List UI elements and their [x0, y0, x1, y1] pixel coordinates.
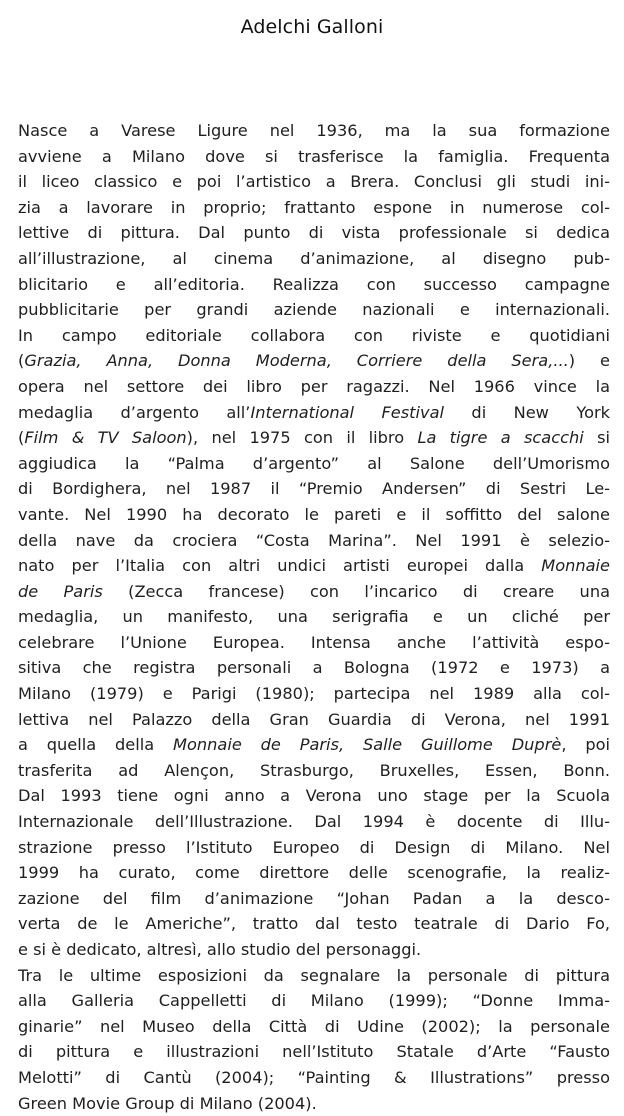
text-line	[18, 169, 610, 195]
text-segment: strazione presso l’Istituto Europeo di Design di Milano. Nel	[18, 837, 610, 857]
text-segment: Internazionale dell’Illustrazione. Dal 1994 è docente di Illu-	[18, 812, 610, 832]
text-segment: all’illustrazione, al cinema d’animazione, al disegno pub-	[18, 248, 610, 268]
text-segment: Melotti” di Cantù (2004); “Painting & Illustrations” presso	[18, 1067, 610, 1087]
text-segment: Tra le ultime esposizioni da segnalare la personale di pittura	[18, 965, 610, 985]
text-line	[18, 220, 610, 246]
text-segment: 1999 ha curato, come direttore delle scenografie, la realiz-	[18, 863, 610, 883]
text-segment: aggiudica la “Palma d’argento” al Salone dell’Umorismo	[18, 453, 610, 473]
text-line	[18, 348, 610, 374]
text-line	[18, 553, 610, 579]
text-segment: blicitario e all’editoria. Realizza con successo campagne	[18, 274, 610, 294]
text-segment: a quella della	[18, 735, 174, 755]
text-segment: Milano (1979) e Parigi (1980); partecipa nel 1989 alla col-	[18, 684, 610, 704]
italic-text: Film & TV Saloon	[24, 428, 187, 448]
text-segment: Nasce a Varese Ligure nel 1936, ma la sua formazione	[18, 121, 610, 140]
text-line	[18, 783, 610, 809]
text-line	[18, 297, 610, 323]
text-line	[18, 937, 610, 963]
text-line	[18, 758, 610, 784]
text-segment: (Zecca francese) con l’incarico di creare una	[102, 581, 610, 601]
text-line	[18, 1039, 610, 1065]
text-line	[18, 528, 610, 554]
text-line	[18, 707, 610, 733]
text-segment: trasferita ad Alençon, Strasburgo, Bruxelles, Essen, Bonn.	[18, 760, 610, 780]
text-line	[18, 630, 610, 656]
text-line	[18, 144, 610, 170]
text-line	[18, 604, 610, 630]
text-segment: si	[583, 428, 610, 448]
text-line	[18, 323, 610, 349]
text-segment: (	[18, 351, 25, 371]
text-segment: ) e	[568, 351, 610, 371]
text-line	[18, 272, 610, 298]
text-line	[18, 502, 610, 528]
text-line	[18, 425, 610, 451]
text-segment: della nave da crociera “Costa Marina”. Nel 1991 è seleziо-	[18, 530, 610, 550]
italic-text: de Paris	[18, 581, 103, 601]
text-line	[18, 579, 610, 605]
text-segment: , poi	[561, 735, 610, 755]
text-line	[18, 400, 610, 426]
text-line	[18, 1065, 610, 1091]
text-segment: lettiva nel Palazzo della Gran Guardia di Verona, nel 1991	[18, 709, 610, 729]
text-line	[18, 655, 610, 681]
text-segment: di New York	[444, 402, 610, 422]
text-line	[18, 246, 610, 272]
text-line	[18, 886, 610, 912]
text-line	[18, 911, 610, 937]
text-segment: Dal 1993 tiene ogni anno a Verona uno stage per la Scuola	[18, 786, 610, 806]
text-line	[18, 681, 610, 707]
text-segment: (	[18, 428, 25, 448]
text-segment: lettive di pittura. Dal punto di vista professionale si dedica	[18, 223, 610, 243]
text-line	[18, 732, 610, 758]
text-segment: pubblicitarie per grandi aziende nazionali e internazionali.	[18, 300, 610, 320]
text-segment: opera nel settore dei libro per ragazzi. Nel 1966 vince la	[18, 376, 610, 396]
italic-text: Monnaie	[541, 556, 610, 576]
text-segment: zia a lavorare in proprio; frattanto espone in numerose col-	[18, 197, 610, 217]
italic-text: La tigre a scacchi	[417, 428, 584, 448]
text-segment: medaglia d’argento all’	[18, 402, 251, 422]
text-line	[18, 835, 610, 861]
text-line	[18, 118, 610, 144]
text-segment: il liceo classico e poi l’artistico a Brera. Conclusi gli studi ini-	[18, 172, 610, 192]
text-segment: vante. Nel 1990 ha decorato le pareti e il soffitto del salone	[18, 504, 610, 524]
text-line	[18, 963, 610, 989]
page-title: Adelchi Galloni	[240, 16, 384, 38]
text-segment: zazione del film d’animazione “Johan Padan a la desco-	[18, 888, 610, 908]
text-segment: verta de le Americhe”, tratto dal testo teatrale di Dario Fo,	[18, 914, 610, 934]
italic-text: Grazia, Anna, Donna Moderna, Corriere della Sera,...	[24, 351, 569, 371]
text-line	[18, 374, 610, 400]
text-line	[18, 860, 610, 886]
text-segment: ginarie” nel Museo della Città di Udine (2002); la personale	[18, 1016, 610, 1036]
text-segment: In campo editoriale collabora con riviste e quotidiani	[18, 325, 610, 345]
text-segment: celebrare l’Unione Europea. Intensa anche l’attività espo-	[18, 632, 610, 652]
text-segment: medaglia, un manifesto, una serigrafia e un cliché per	[18, 607, 610, 627]
text-segment: ), nel 1975 con il libro	[186, 428, 418, 448]
text-segment: e si è dedicato, altresì, allo studio del personaggi.	[18, 940, 422, 959]
text-line	[18, 195, 610, 221]
text-segment: alla Galleria Cappelletti di Milano (1999); “Donne Imma-	[18, 991, 610, 1011]
italic-text: International Festival	[250, 402, 445, 422]
text-line	[18, 451, 610, 477]
text-line	[18, 476, 610, 502]
text-line	[18, 809, 610, 835]
text-segment: di pittura e illustrazioni nell’Istituto Statale d’Arte “Fausto	[18, 1042, 610, 1062]
biography-text	[18, 118, 610, 1116]
text-line	[18, 988, 610, 1014]
text-segment: di Bordighera, nel 1987 il “Premio Andersen” di Sestri Le-	[18, 479, 610, 499]
text-segment: sitiva che registra personali a Bologna (1972 e 1973) a	[18, 658, 610, 678]
text-segment: nato per l’Italia con altri undici artisti europei dalla	[18, 556, 542, 576]
italic-text: Monnaie de Paris, Salle Guillome Duprè	[173, 735, 562, 755]
text-segment: avviene a Milano dove si trasferisce la famiglia. Frequenta	[18, 146, 610, 166]
text-segment: Green Movie Group di Milano (2004).	[18, 1093, 317, 1113]
text-line	[18, 1091, 610, 1116]
text-line	[18, 1014, 610, 1040]
